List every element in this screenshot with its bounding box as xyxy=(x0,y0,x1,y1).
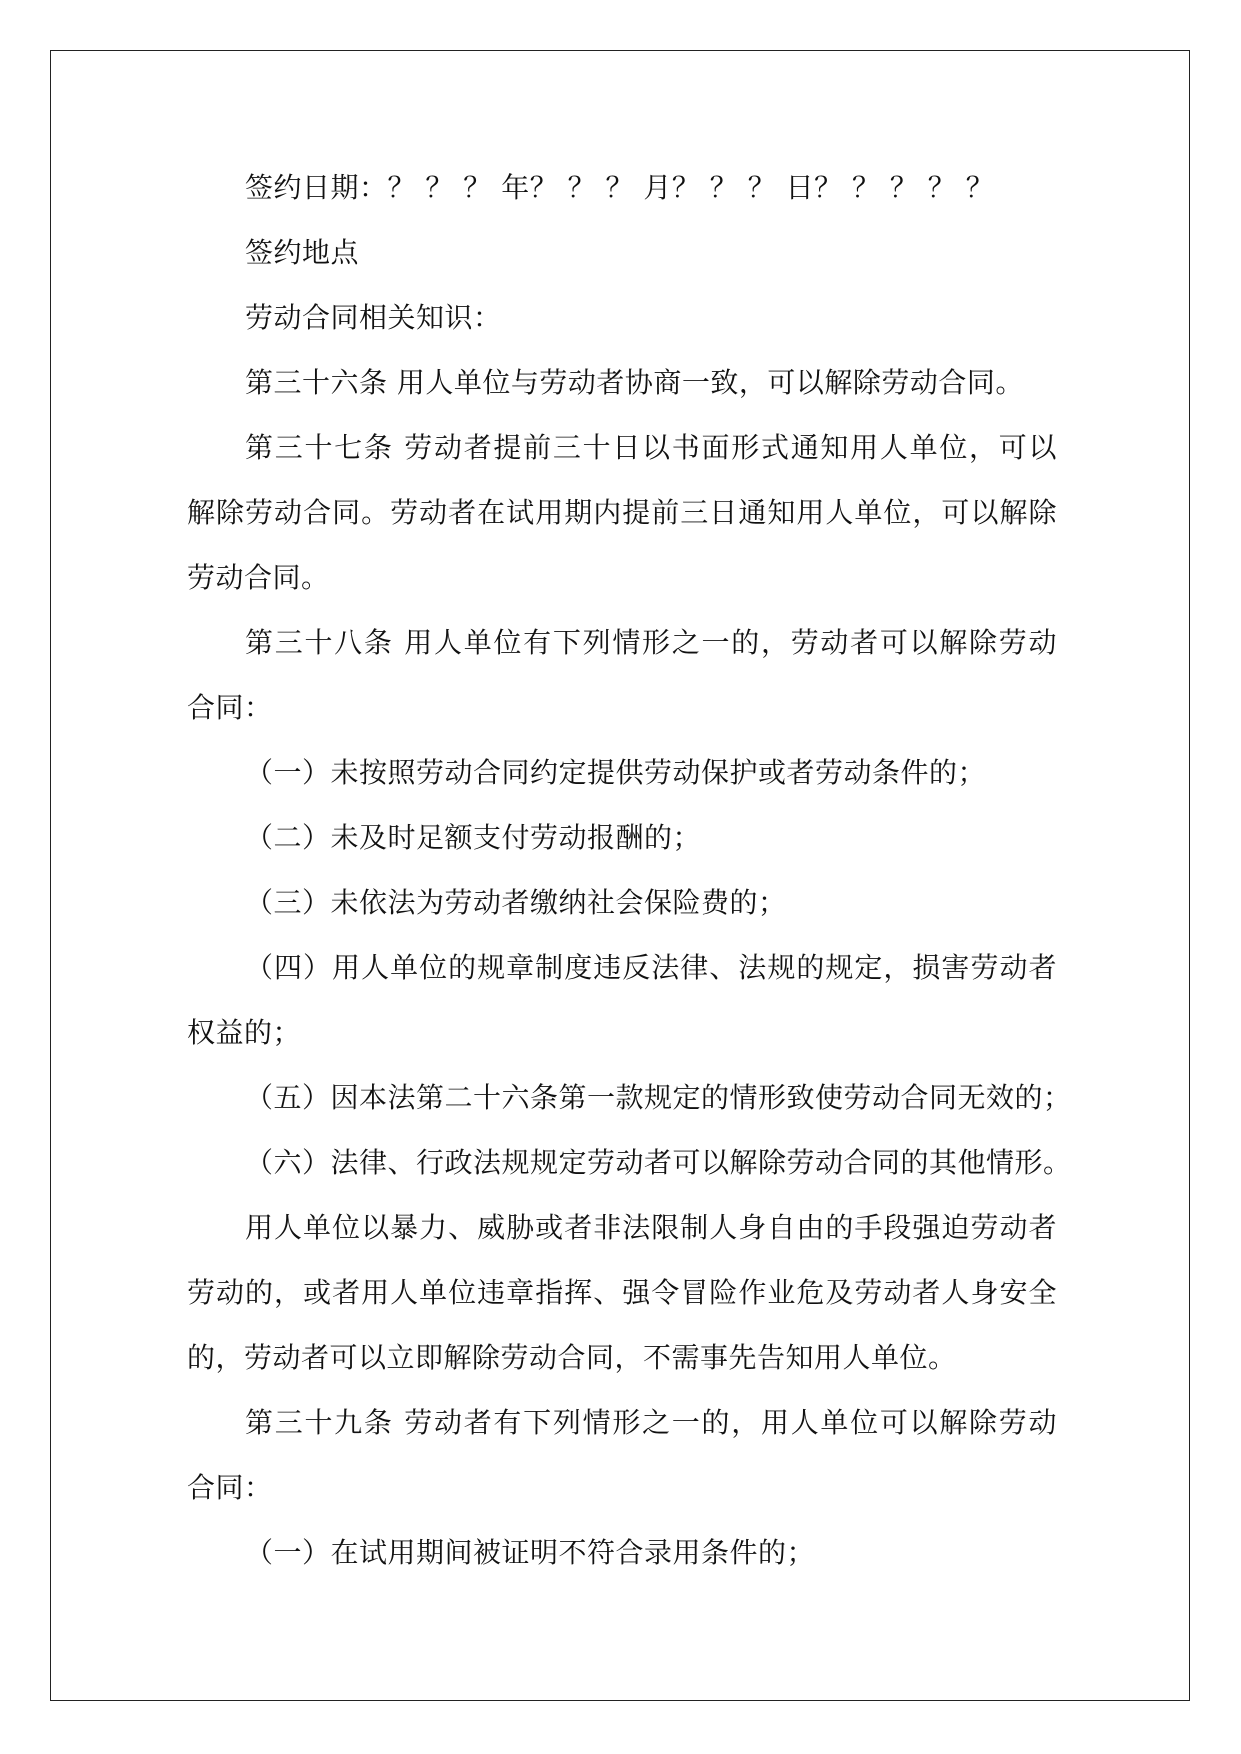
article-39-line-2: 合同： xyxy=(187,1471,273,1504)
article-38-item-5: （五）因本法第二十六条第一款规定的情形致使劳动合同无效的； xyxy=(245,1081,1072,1114)
article-38-item-3: （三）未依法为劳动者缴纳社会保险费的； xyxy=(245,886,787,919)
article-36: 第三十六条 用人单位与劳动者协商一致，可以解除劳动合同。 xyxy=(245,366,1024,399)
article-38-line-2: 合同： xyxy=(187,691,273,724)
article-38-para-line-3: 的，劳动者可以立即解除劳动合同，不需事先告知用人单位。 xyxy=(187,1341,957,1374)
article-37-line-1: 第三十七条 劳动者提前三十日以书面形式通知用人单位，可以 xyxy=(245,431,1057,464)
article-38-para-line-1: 用人单位以暴力、威胁或者非法限制人身自由的手段强迫劳动者 xyxy=(245,1211,1057,1244)
article-39-item-1: （一）在试用期间被证明不符合录用条件的； xyxy=(245,1536,816,1569)
section-heading: 劳动合同相关知识： xyxy=(245,301,502,334)
article-38-item-2: （二）未及时足额支付劳动报酬的； xyxy=(245,821,702,854)
article-38-item-1: （一）未按照劳动合同约定提供劳动保护或者劳动条件的； xyxy=(245,756,987,789)
article-38-line-1: 第三十八条 用人单位有下列情形之一的，劳动者可以解除劳动 xyxy=(245,626,1057,659)
signing-place-line: 签约地点 xyxy=(245,236,360,269)
article-38-item-4-line-1: （四）用人单位的规章制度违反法律、法规的规定，损害劳动者 xyxy=(245,951,1057,984)
article-38-item-4-line-2: 权益的； xyxy=(187,1016,302,1049)
article-38-para-line-2: 劳动的，或者用人单位违章指挥、强令冒险作业危及劳动者人身安全 xyxy=(187,1276,1057,1309)
article-39-line-1: 第三十九条 劳动者有下列情形之一的，用人单位可以解除劳动 xyxy=(245,1406,1057,1439)
article-38-item-6: （六）法律、行政法规规定劳动者可以解除劳动合同的其他情形。 xyxy=(245,1146,1072,1179)
article-37-line-3: 劳动合同。 xyxy=(187,561,330,594)
signing-date-line: 签约日期：？ ？ ？ 年？ ？ ？ 月？ ？ ？ 日？ ？ ？ ？ ？ xyxy=(245,171,995,204)
article-37-line-2: 解除劳动合同。劳动者在试用期内提前三日通知用人单位，可以解除 xyxy=(187,496,1057,529)
document-body xyxy=(187,155,1072,1585)
